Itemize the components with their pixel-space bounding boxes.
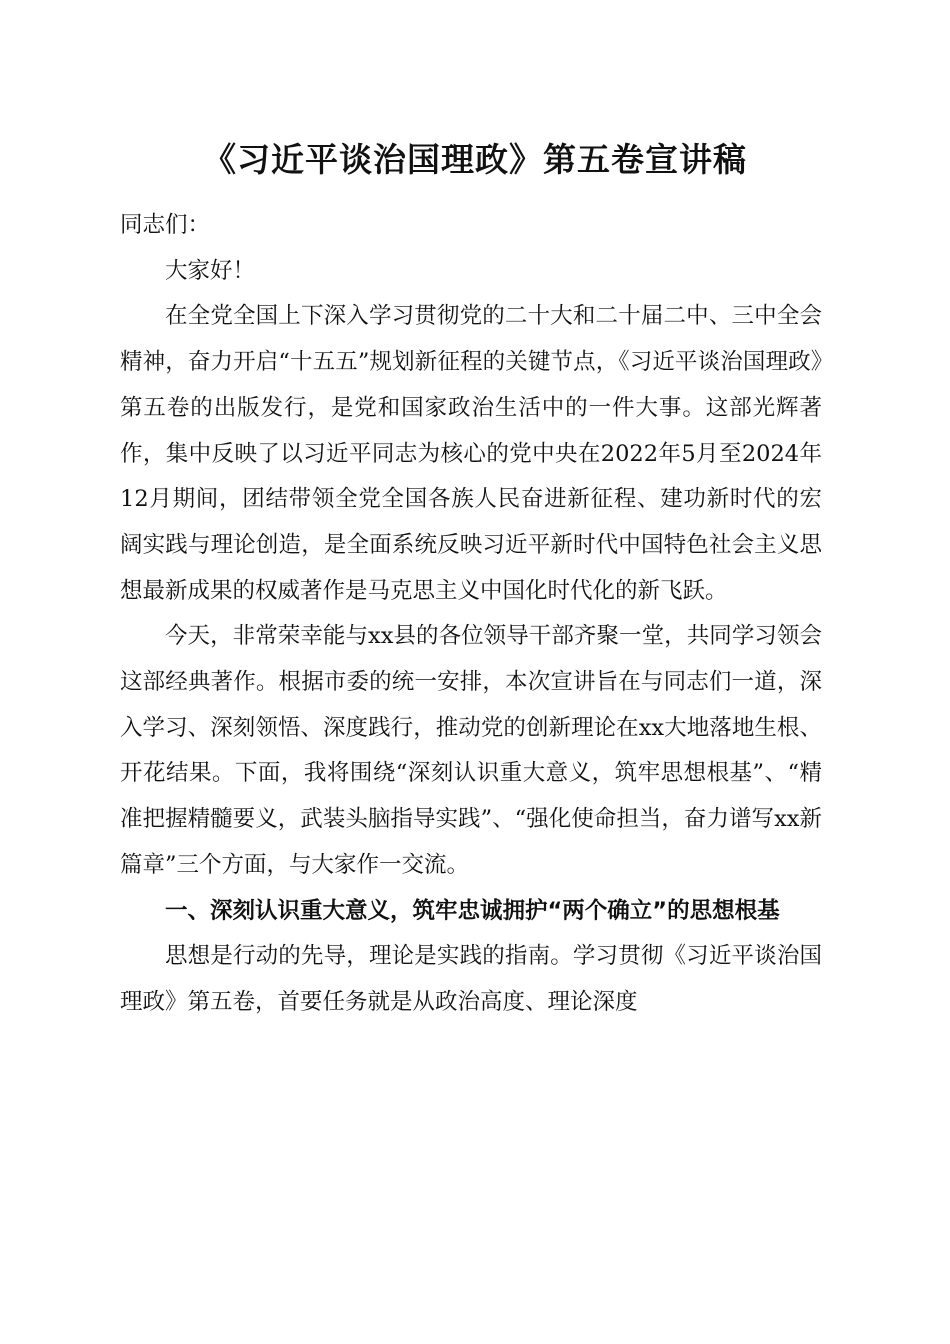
document-title: 《习近平谈治国理政》第五卷宣讲稿	[203, 140, 747, 179]
body-paragraph-2: 今天，非常荣幸能与xx县的各位领导干部齐聚一堂，共同学习领会这部经典著作。根据市委的统一安排，本次宣讲旨在与同志们一道，深入学习、深刻领悟、深度践行，推动党的创新理论在xx大地落地生根、开花结果。下面，我将围绕“深刻认识重大意义，筑牢思想根基”、“精准把握精髓要义，武装头脑指导实践”、“强化使命担当，奋力谱写xx新篇章”三个方面，与大家作一交流。	[120, 623, 822, 878]
salutation: 同志们：	[120, 212, 211, 238]
section-heading-1: 一、深刻认识重大意义，筑牢忠诚拥护“两个确立”的思想根基	[165, 897, 780, 924]
greeting: 大家好！	[165, 257, 256, 284]
body-paragraph-1: 在全党全国上下深入学习贯彻党的二十大和二十届二中、三中全会精神，奋力开启“十五五”规划新征程的关键节点，《习近平谈治国理政》第五卷的出版发行，是党和国家政治生活中的一件大事。这部光辉著作，集中反映了以习近平同志为核心的党中央在2022年5月至2024年12月期间，团结带领全党全国各族人民奋进新征程、建功新时代的宏阔实践与理论创造，是全面系统反映习近平新时代中国特色社会主义思想最新成果的权威著作是马克思主义中国化时代化的新飞跃。	[120, 303, 822, 604]
section-paragraph-1: 思想是行动的先导，理论是实践的指南。学习贯彻《习近平谈治国理政》第五卷，首要任务就是从政治高度、理论深度	[120, 943, 822, 1015]
document-body	[120, 203, 822, 1026]
